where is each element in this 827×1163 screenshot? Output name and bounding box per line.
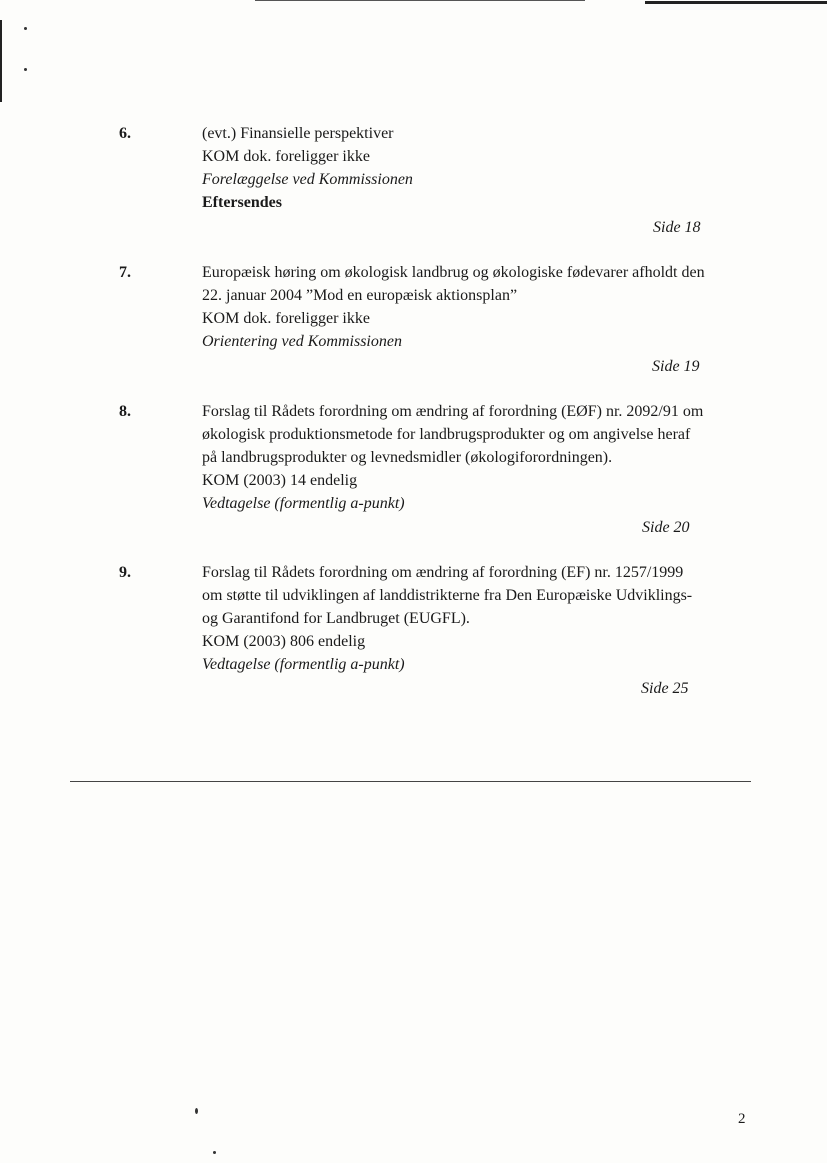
- item-number: 7.: [119, 264, 131, 281]
- scan-artifact-speck: [195, 1108, 198, 1114]
- item-kom-reference: KOM (2003) 14 endelig: [202, 472, 358, 489]
- scan-artifact-left-edge: [0, 20, 2, 102]
- scan-artifact-speck: [24, 68, 27, 71]
- item-number: 6.: [119, 125, 131, 142]
- item-number: 8.: [119, 403, 131, 420]
- item-title-line: på landbrugsprodukter og levnedsmidler (økologiforordningen).: [202, 449, 613, 466]
- item-page-reference: Side 20: [642, 519, 690, 536]
- scan-artifact-top-line-right: [645, 1, 827, 4]
- item-body: [202, 400, 762, 515]
- item-title-line: Forslag til Rådets forordning om ændring af forordning (EØF) nr. 2092/91 om: [202, 403, 704, 420]
- item-title-line: og Garantifond for Landbruget (EUGFL).: [202, 610, 470, 627]
- item-page-reference: Side 25: [641, 680, 689, 697]
- page-number: 2: [738, 1111, 746, 1127]
- item-title-line: Europæisk høring om økologisk landbrug og økologiske fødevarer afholdt den: [202, 264, 705, 281]
- item-page-reference: Side 19: [652, 358, 700, 375]
- item-body: [202, 561, 762, 676]
- item-kom-reference: KOM (2003) 806 endelig: [202, 633, 366, 650]
- item-action: Forelæggelse ved Kommissionen: [202, 171, 413, 188]
- item-number: 9.: [119, 564, 131, 581]
- item-action: Vedtagelse (formentlig a-punkt): [202, 656, 405, 673]
- item-title-line: (evt.) Finansielle perspektiver: [202, 125, 394, 142]
- item-page-reference: Side 18: [653, 219, 701, 236]
- scan-artifact-speck: [213, 1151, 216, 1154]
- item-title-line: Forslag til Rådets forordning om ændring af forordning (EF) nr. 1257/1999: [202, 564, 684, 581]
- horizontal-rule: [70, 781, 751, 782]
- scan-artifact-speck: [24, 27, 27, 30]
- item-kom-reference: KOM dok. foreligger ikke: [202, 148, 370, 165]
- item-body: [202, 261, 762, 353]
- item-action: Vedtagelse (formentlig a-punkt): [202, 495, 405, 512]
- scan-artifact-top-line: [255, 0, 585, 1]
- item-body: [202, 122, 762, 214]
- item-title-line: om støtte til udviklingen af landdistrikterne fra Den Europæiske Udviklings-: [202, 587, 693, 604]
- item-title-line: 22. januar 2004 ”Mod en europæisk aktionsplan”: [202, 287, 518, 304]
- item-note: Eftersendes: [202, 194, 282, 211]
- item-kom-reference: KOM dok. foreligger ikke: [202, 310, 370, 327]
- item-action: Orientering ved Kommissionen: [202, 333, 402, 350]
- item-title-line: økologisk produktionsmetode for landbrugsprodukter og om angivelse heraf: [202, 426, 691, 443]
